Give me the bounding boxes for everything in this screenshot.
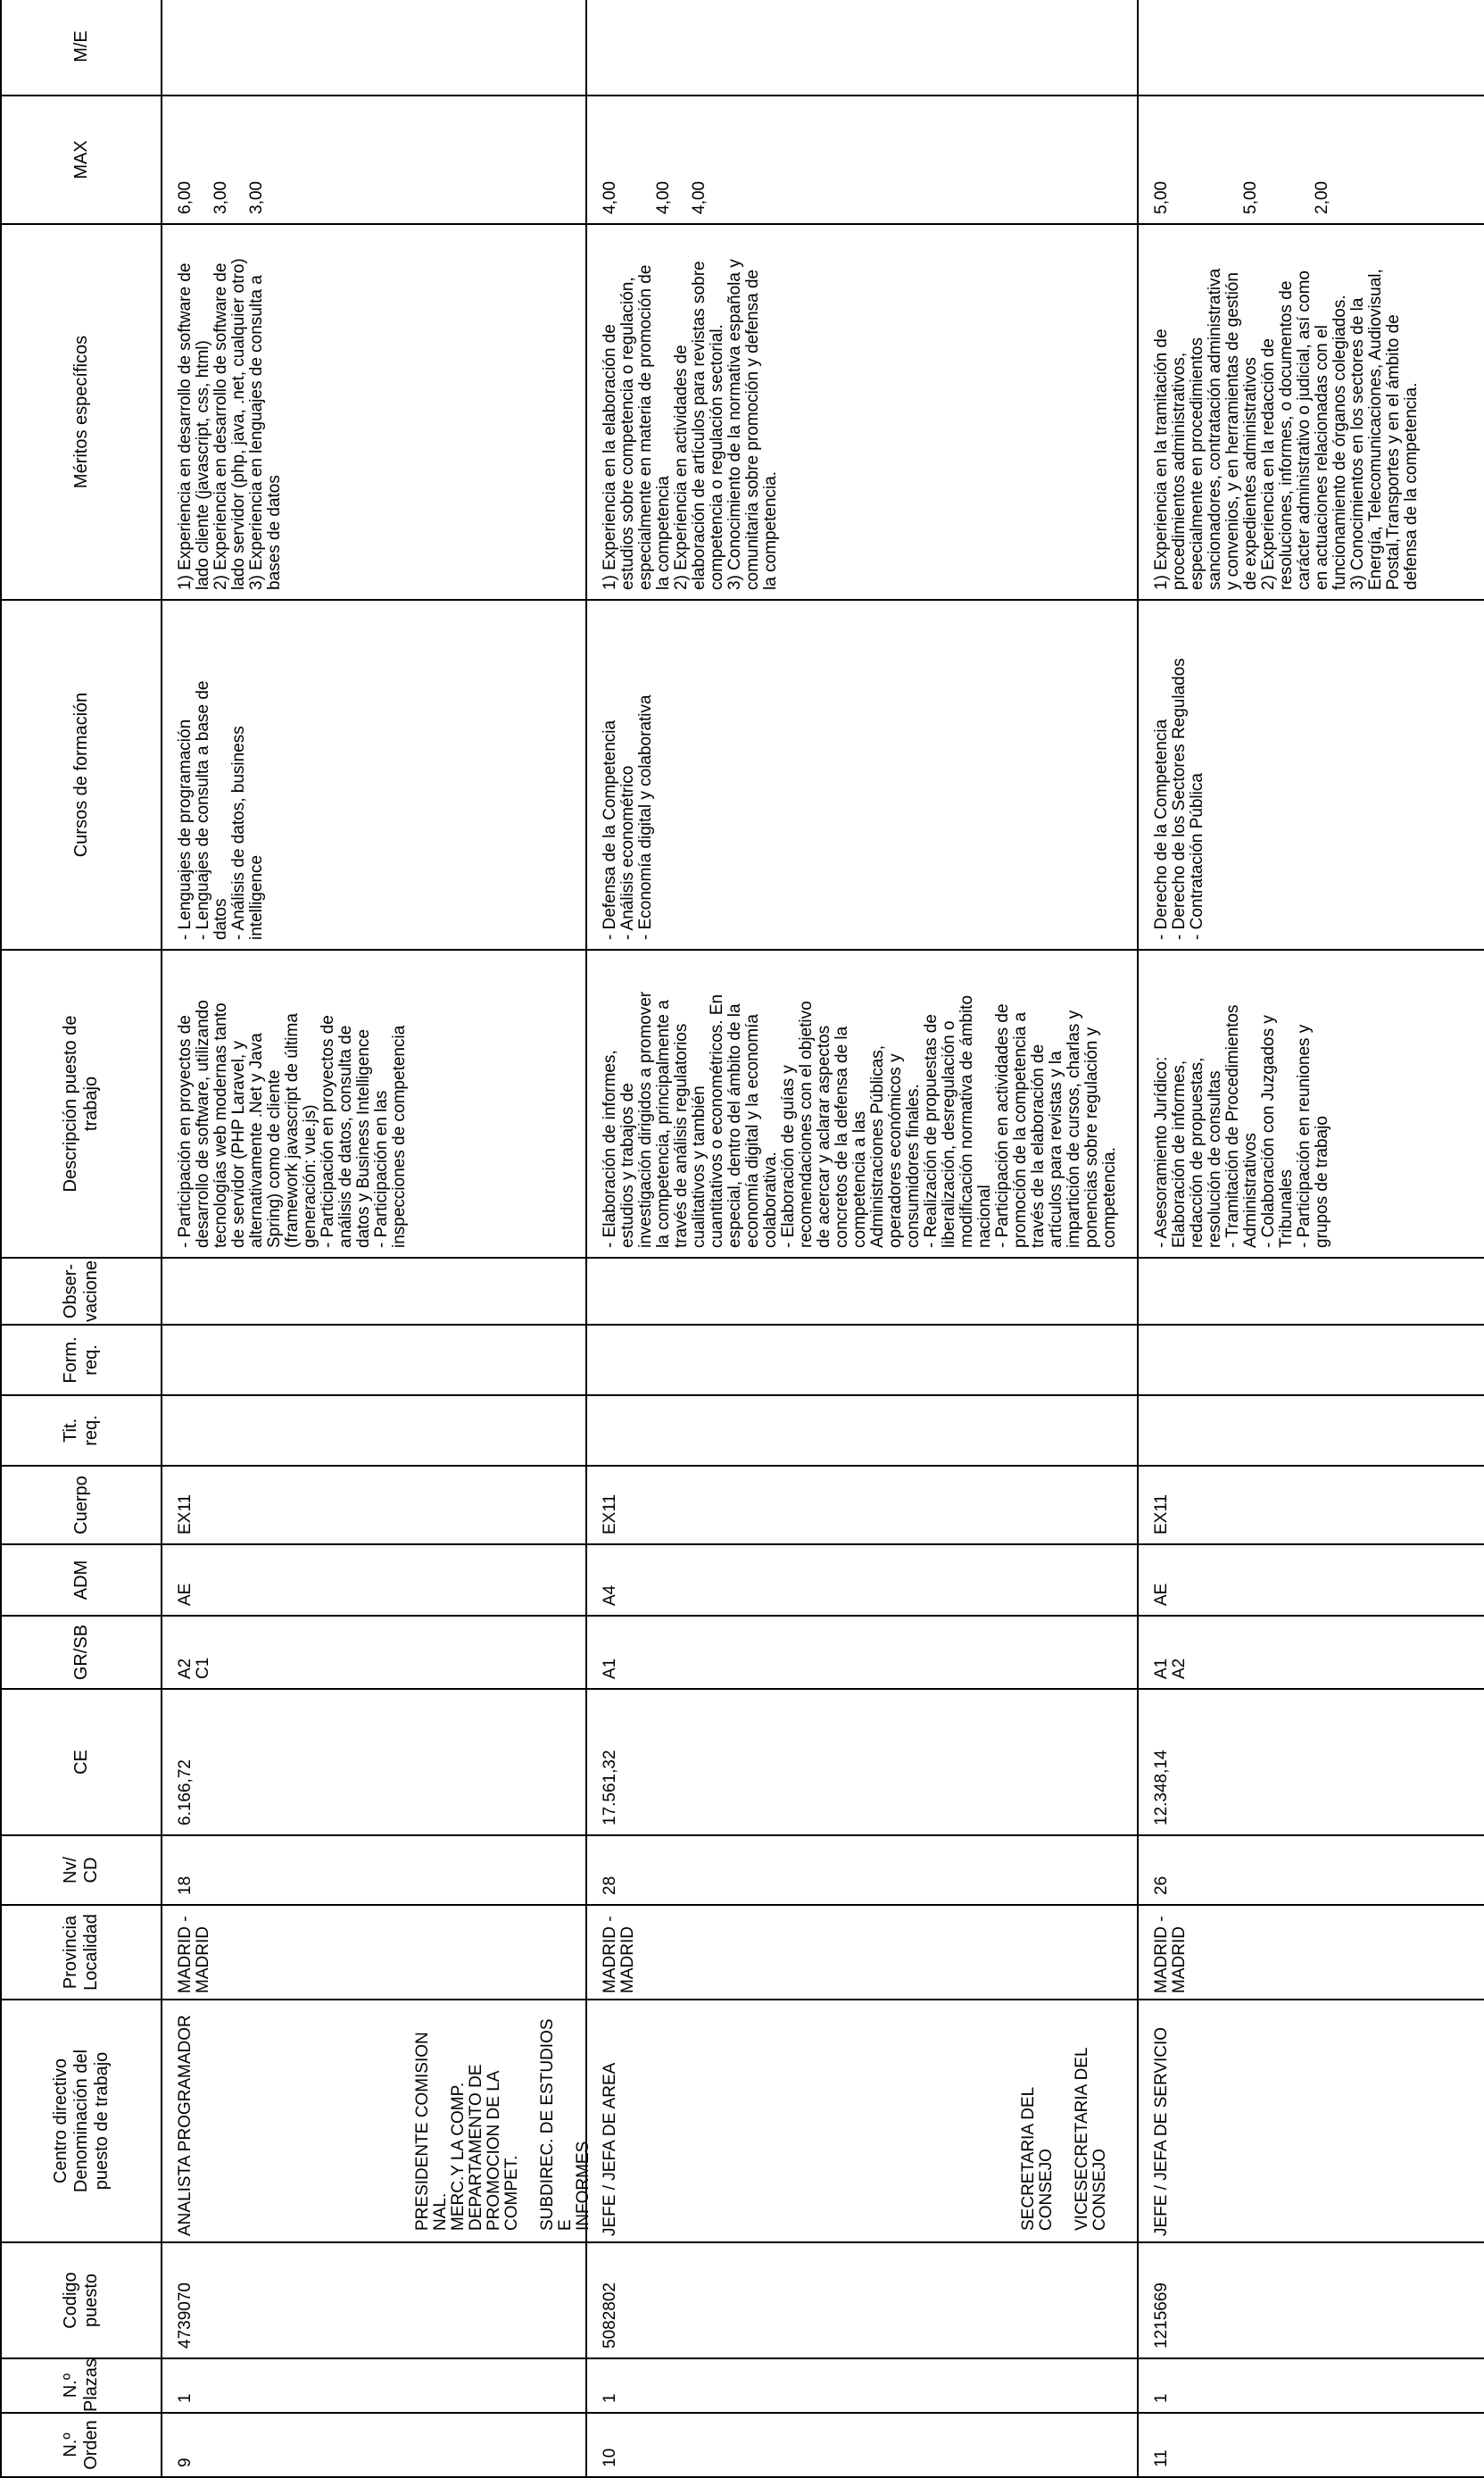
obs-value — [1139, 1259, 1153, 1324]
ce-value: 6.166,72 — [176, 1759, 195, 1825]
header-orden-label: N.º Orden — [61, 2420, 101, 2470]
me-value — [587, 0, 601, 95]
grupo-cell — [586, 1616, 1138, 1689]
me-cell — [586, 0, 1138, 96]
codigo-value: 5082802 — [601, 2283, 619, 2349]
header-ce-label: CE — [70, 1750, 91, 1775]
header-me — [1, 0, 162, 96]
header-descripcion — [1, 950, 162, 1258]
provincia-cell — [1138, 1905, 1484, 2000]
org-unit-label: PRESIDENTE COMISION NAL. MERC.Y LA COMP. DEPARTAMENTO DE PROMOCION DE LA COMPET. SUBDIREC. DE ESTUDIOS E INFORMES — [413, 2018, 593, 2231]
ce-cell — [162, 1689, 586, 1835]
grupo-cell — [162, 1616, 586, 1689]
form-value — [587, 1326, 601, 1394]
header-ce — [1, 1689, 162, 1835]
codigo-value: 1215669 — [1152, 2283, 1171, 2349]
centro-cell — [162, 2000, 593, 2242]
orden-value: 9 — [176, 2457, 195, 2467]
max-cell — [586, 96, 1138, 224]
grupo-value: A1 — [601, 1658, 619, 1679]
me-cell — [1138, 0, 1484, 96]
puesto-name: ANALISTA PROGRAMADOR — [176, 2015, 195, 2236]
cursos-text: - Derecho de la Competencia - Derecho de los Sectores Regulados - Contratación Pública — [1152, 658, 1206, 940]
tit-cell — [162, 1395, 586, 1466]
header-cuerpo — [1, 1466, 162, 1544]
codigo-cell — [162, 2242, 586, 2358]
tit-value — [587, 1396, 601, 1465]
cuerpo-value: EX11 — [176, 1493, 195, 1534]
plazas-value: 1 — [176, 2393, 195, 2403]
obs-cell — [586, 1258, 1138, 1325]
grupo-value: A1 A2 — [1152, 1658, 1189, 1679]
cursos-text: - Lenguajes de programación - Lenguajes de consulta a base de datos - Análisis de datos, business intelligence — [176, 680, 266, 940]
tit-value — [1139, 1396, 1153, 1465]
form-value — [1139, 1326, 1153, 1394]
descripcion-cell — [586, 950, 1138, 1258]
provincia-cell — [162, 1905, 586, 2000]
header-grupo — [1, 1616, 162, 1689]
cursos-cell — [162, 600, 586, 950]
max-value: 5,00 5,00 2,00 — [1152, 181, 1331, 214]
puesto-name: JEFE / JEFA DE AREA — [601, 2062, 619, 2236]
table-row — [586, 0, 1138, 2477]
cursos-cell — [586, 600, 1138, 950]
provincia-value: MADRID - MADRID — [1152, 1916, 1189, 1993]
ce-cell — [586, 1689, 1138, 1835]
header-cuerpo-label: Cuerpo — [70, 1476, 91, 1534]
form-cell — [586, 1325, 1138, 1395]
header-codigo — [1, 2242, 162, 2358]
grupo-cell — [1138, 1616, 1484, 1689]
header-provincia — [1, 1905, 162, 2000]
obs-value — [587, 1259, 601, 1324]
header-orden — [1, 2413, 162, 2477]
plazas-value: 1 — [601, 2393, 619, 2403]
header-form-label: Form. req. — [61, 1336, 101, 1384]
nivel-value: 26 — [1152, 1875, 1171, 1895]
nivel-value: 18 — [176, 1875, 195, 1895]
orden-cell — [586, 2413, 1138, 2477]
meritos-text: 1) Experiencia en la tramitación de procedimientos administrativos, especialmente en procedimientos sancionadores, contratación administrativa y convenios, y en herramientas de gestión de expedientes administrativos 2) Experiencia en la redacción de resoluciones, informes, o documentos de carácter administrativo o judicial, así como en actuaciones relacionadas con el funcionamiento de órganos colegiados. 3) Conocimientos en los sectores de la Energía, Telecomunicaciones, Audiovisual, Postal,Transportes y en el ámbito de defensa de la competencia. — [1152, 268, 1421, 590]
header-form — [1, 1325, 162, 1395]
tit-value — [162, 1396, 177, 1465]
plazas-cell — [162, 2358, 586, 2413]
meritos-text: 1) Experiencia en desarrollo de software de lado cliente (javascript, css, html) 2) Experiencia en desarrollo de software de lado servidor (php, java, .net, cualquier otro) 3) Experiencia en lenguajes de consulta a bases de datos — [176, 258, 284, 590]
header-descripcion-label: Descripción puesto de trabajo — [61, 1015, 101, 1193]
ce-value: 12.348,14 — [1152, 1750, 1171, 1825]
cursos-cell — [1138, 600, 1484, 950]
me-value — [1139, 0, 1153, 95]
header-row — [1, 0, 162, 2477]
cuerpo-value: EX11 — [1152, 1493, 1171, 1534]
header-plazas — [1, 2358, 162, 2413]
table-row — [162, 0, 586, 2477]
obs-cell — [1138, 1258, 1484, 1325]
orden-cell — [162, 2413, 586, 2477]
cuerpo-value: EX11 — [601, 1493, 619, 1534]
nivel-cell — [162, 1835, 586, 1905]
meritos-cell — [586, 224, 1138, 600]
header-me-label: M/E — [70, 30, 91, 62]
plazas-cell — [1138, 2358, 1484, 2413]
table-row — [1138, 0, 1484, 2477]
header-codigo-label: Codigo puesto — [61, 2272, 101, 2329]
org-unit-label: SECRETARIA DEL CONSEJO VICESECRETARIA DEL CONSEJO — [1019, 2047, 1109, 2231]
header-adm — [1, 1544, 162, 1616]
header-tit — [1, 1395, 162, 1466]
header-centro — [1, 2000, 162, 2242]
centro-cell — [1138, 2000, 1484, 2242]
meritos-text: 1) Experiencia en la elaboración de estudios sobre competencia o regulación, especialmente en materia de promoción de la competencia 2) Experiencia en actividades de elaboración de artículos para revistas sobre competencia o regulación sectorial. 3) Conocimiento de la normativa española y comunitaria sobre promoción y defensa de la competencia. — [601, 259, 780, 590]
me-value — [162, 0, 177, 95]
header-plazas-label: N.º Plazas — [61, 2357, 101, 2412]
tit-cell — [1138, 1395, 1484, 1466]
cuerpo-cell — [586, 1466, 1138, 1544]
header-tit-label: Tit. req. — [61, 1415, 101, 1446]
header-adm-label: ADM — [70, 1559, 91, 1601]
form-cell — [1138, 1325, 1484, 1395]
cuerpo-cell — [162, 1466, 586, 1544]
centro-cell — [586, 2000, 1138, 2242]
adm-cell — [1138, 1544, 1484, 1616]
form-value — [162, 1326, 177, 1394]
nivel-cell — [1138, 1835, 1484, 1905]
header-meritos — [1, 224, 162, 600]
descripcion-text: - Asesoramiento Jurídico: Elaboración de informes, redacción de propuestas, resolución de consultas - Tramitación de Procedimientos Administrativos - Colaboración con Juzgados y Tribunales - Participación en reuniones y grupos de trabajo — [1152, 1004, 1331, 1248]
descripcion-cell — [1138, 950, 1484, 1258]
header-grupo-label: GR/SB — [70, 1624, 91, 1681]
puesto-name: JEFE / JEFA DE SERVICIO — [1152, 2026, 1171, 2236]
descripcion-text: - Elaboración de informes, estudios y trabajos de investigación dirigidos a promover la competencia, principalmente a través de análisis regulatorios cualitativos y también cuantitativos o econométricos. En especial, dentro del ámbito de la economía digital y la economía colaborativa. - Elaboración de guías y recomendaciones con el objetivo de acercar y aclarar aspectos concretos de la defensa de la competencia a las Administraciones Públicas, operadores económicos y consumidores finales. - Realización de propuestas de liberalización, desregulación o modificación normativa de ámbito nacional - Participación en actividades de promoción de la competencia a través de la elaboración de artículos para revistas y la impartición de cursos, charlas y ponencias sobre regulación y competencia. — [601, 991, 1119, 1248]
header-meritos-label: Méritos específicos — [70, 335, 91, 489]
header-max — [1, 96, 162, 224]
plazas-cell — [586, 2358, 1138, 2413]
adm-value: AE — [1152, 1583, 1171, 1606]
obs-cell — [162, 1258, 586, 1325]
plazas-value: 1 — [1152, 2393, 1171, 2403]
header-nivel-label: Nv/ CD — [61, 1857, 101, 1883]
codigo-cell — [1138, 2242, 1484, 2358]
codigo-value: 4739070 — [176, 2283, 195, 2349]
header-cursos-label: Cursos de formación — [70, 692, 91, 858]
codigo-cell — [586, 2242, 1138, 2358]
header-centro-label: Centro directivo Denominación del puesto de trabajo — [50, 2049, 112, 2193]
tit-cell — [586, 1395, 1138, 1466]
form-cell — [162, 1325, 586, 1395]
provincia-cell — [586, 1905, 1138, 2000]
meritos-cell — [1138, 224, 1484, 600]
max-value: 4,00 4,00 4,00 — [601, 181, 709, 214]
obs-value — [162, 1259, 177, 1324]
meritos-cell — [162, 224, 586, 600]
cursos-text: - Defensa de la Competencia - Análisis econométrico - Economía digital y colaborativa — [601, 694, 655, 940]
orden-value: 10 — [601, 2448, 619, 2467]
max-cell — [162, 96, 586, 224]
descripcion-cell — [162, 950, 586, 1258]
ce-cell — [1138, 1689, 1484, 1835]
max-cell — [1138, 96, 1484, 224]
provincia-value: MADRID - MADRID — [176, 1916, 212, 1993]
adm-value: AE — [176, 1583, 195, 1606]
header-max-label: MAX — [70, 140, 91, 179]
grupo-value: A2 C1 — [176, 1657, 212, 1679]
header-obs-label: Obser- vacione — [61, 1260, 101, 1322]
cuerpo-cell — [1138, 1466, 1484, 1544]
adm-value: A4 — [601, 1584, 619, 1606]
ce-value: 17.561,32 — [601, 1750, 619, 1825]
descripcion-text: - Participación en proyectos de desarrollo de software, utilizando tecnologías web modernas tanto de servidor (PHP Laravel, y alternativamente .Net y Java Spring) como de cliente (framework javascript de última generación: vue.js) - Participación en proyectos de análisis de datos, consulta de datos y Business Intelligence - Participación en las inspecciones de competencia — [176, 1000, 409, 1248]
nivel-value: 28 — [601, 1875, 619, 1895]
provincia-value: MADRID - MADRID — [601, 1916, 637, 1993]
adm-cell — [162, 1544, 586, 1616]
nivel-cell — [586, 1835, 1138, 1905]
header-nivel — [1, 1835, 162, 1905]
me-cell — [162, 0, 586, 96]
adm-cell — [586, 1544, 1138, 1616]
header-obs — [1, 1258, 162, 1325]
orden-value: 11 — [1152, 2449, 1171, 2467]
header-cursos — [1, 600, 162, 950]
orden-cell — [1138, 2413, 1484, 2477]
max-value: 6,00 3,00 3,00 — [176, 181, 266, 214]
header-provincia-label: Provincia Localidad — [61, 1914, 101, 1991]
